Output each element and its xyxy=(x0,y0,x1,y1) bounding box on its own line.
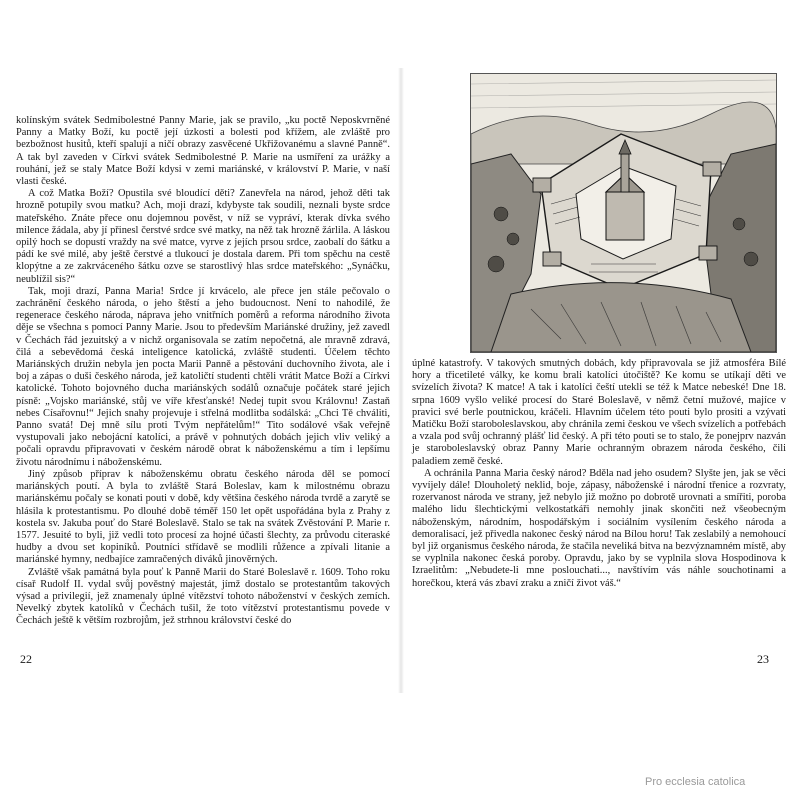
paragraph: Zvláště však památná byla pouť k Panně Marii do Staré Boleslavě r. 1609. Toho roku císař Rudolf II. vydal svůj pověstný majestát, jímž dostalo se protestantům takových výsad a privilegií, jež znamenaly úplné vítězství tohoto náboženství v českých zemích. Nevelký zbytek katolíků v Čechách tušil, že toto vítězství protestantismu povede v Čechách ještě k větším rozbrojům, jež strhnou království české do xyxy=(16,566,390,627)
right-page-text xyxy=(412,358,786,590)
page-number-right: 23 xyxy=(757,652,769,666)
paragraph: A což Matka Boží? Opustila své bloudící děti? Zanevřela na národ, jehož děti tak hrozně potupily svou matku? Ach, moji drazí, kdybyste tak soudili, neznali byste srdce mateřského. Znáte přece onu dojemnou pověst, v níž se vypráví, kterak dívka svého milence žádala, aby jí přinesl čerstvé srdce své matky, na něž tak hrozně žárlila. A láskou opilý hoch se dopustí vraždy na své matce, vyrve z jejích prsou srdce, zaobalí do šátku a pádí ke své milé, aby ještě čerstvé a tlukoucí je dostala darem. Při tom spěchu na cestě klopýtne a ze zakrváceného šátku ozve se starostlivý hlas srdce mateřského: „Synáčku, neublížil sis?“ xyxy=(16,188,390,285)
page-number-left: 22 xyxy=(20,652,32,666)
paragraph: kolínským svátek Sedmibolestné Panny Marie, jak se pravilo, „ku poctě Neposkvrněné Panny a Matky Boží, ku poctě její úzkosti a bolesti pod křížem, ale zvláště pro bezbožnost husitů, kteří spalují a ničí obrazy zasvěcené Ukřižovanému a slavné Panně“. A tak byl zaveden v Církvi svátek Sedmibolestné P. Marie na usmíření za urážky a rouhání, jež se staly Matce Boží kdysi v zemi mariánské, v království P. Marie, v naší vlasti české. xyxy=(16,115,390,188)
paragraph: Jiný způsob příprav k náboženskému obratu českého národa děl se pomocí mariánských poutí. A byla to zvláště Stará Boleslav, kam k milostnému obrazu mariánskému počaly se konati pouti v době, kdy většina českého národa tvrdě a zarytě se hlásila k protestantismu. Po dlouhé době téměř 150 let opět uspořádána byla z Prahy z kostela sv. Jakuba pouť do Staré Boleslavě. Stalo se tak na svátek Zvěstování P. Marie r. 1577. Jesuité to byli, již vedli toto procesí za hojné účasti šlechty, za průvodu citeraské hudby a dvou set kopiníků. Poutníci střídavě se modlili růžence a zpívali litanie a mariánské hymny, nedbajíce zamračených diváků jinověrných. xyxy=(16,468,390,566)
book-gutter xyxy=(398,68,404,693)
monastery-engraving-illustration xyxy=(470,73,777,353)
watermark-text: Pro ecclesia catolica xyxy=(645,776,746,788)
paragraph: Tak, moji drazí, Panna Maria! Srdce jí krvácelo, ale přece jen stále pečovalo o zachránění českého národa, o jeho štěstí a jeho budoucnost. Není to nahodilé, že regenerace českého národa, náprava jeho vnitřních poměrů a reforma národního života děje se všechna s pomocí Panny Marie. Jsou to především Mariánské družiny, jež zavedl v Čechách řád jezuitský a v nichž organisovala se zatím nepočetná, ale mravně zdravá, čilá a sebevědomá česká inteligence katolická, zvláště studenti. Účelem těchto Mariánských družin nebyla jen pocta Marii Panně a pěstování duchovního života, ale i boj a zápas o duši českého národa, jež katoličtí studenti chtěli vrátit Matce Boží a Církvi katolické. Tohoto bojovného ducha mariánských sodálů označuje počátek staré jejich písně: „Vojsko mariánské, stůj ve víře křesťanské! Nedej tupit svou Královnu! Zastaň nebes Císařovnu!“ Jejich snahy projevuje i střelná modlitba sodálská: „Chci Tě chváliti, Panno svatá! Dej mně sílu proti Tvým nepřátelům!“ Tito sodálové však veřejně vystupovali jako nebojácní katolíci, a právě v pohnutých dobách jejich vliv veliký a počali opravdu připravovati v českém národě obrat k náboženskému a tím i lepšímu životu národnímu i náboženskému. xyxy=(16,285,390,468)
left-page-text xyxy=(16,115,390,628)
paragraph: A ochránila Panna Maria český národ? Bděla nad jeho osudem? Slyšte jen, jak se věci vyvíjely dále! Dlouholetý neklid, boje, zápasy, náboženské i národní třenice a rozvraty, rozervanost národa ve strany, jež nebylo již možno po dobrotě urovnati a smířiti, poroba malého lidu šlechtickými velkostatkáři nemohly jinak skončiti než všeobecným náboženským, národním, hospodářským i sociálním vysílením českého národa a demoralisací, jež přivedla nakonec český národ na Bílou horu! Tak zeslabilý a nemohoucí byl již organismus českého národa, že stačila neveliká bitva na bezvýznamném místě, aby se vyplnila nakonec česká poroby. Opravdu, jako by se vyplnila slova Hospodinova k Izraelitům: „Nebudete-li mne poslouchati..., navštívím vás náhle souchotinami a horečkou, která vás zbaví zraku a zničí život váš.“ xyxy=(412,467,786,589)
paragraph: úplné katastrofy. V takových smutných dobách, kdy připravovala se již atmosféra Bílé hory a třicetileté války, ke komu brali katolíci útočiště? Ke komu se utíkají děti ve svízelích života? K matce! A tak i katolíci čeští utekli se též k Matce nebeské! Dne 18. srpna 1609 vyšlo veliké procesí do Staré Boleslavě, v němž četní mužové, majíce v pravici své berle poutnickou, kráčeli. Hlavním účelem této pouti bylo prositi a vzývati Matičku Boží staroboleslavskou, aby chránila zemi českou ve všech svízelích a potřebách a vzala pod svůj ochranný plášť lid český. A při této pouti se to stalo, že ponejprv nazván je staroboleslavský obraz Panny Marie ochranným obrazem národa českého, čili paladiem země české. xyxy=(412,358,786,467)
